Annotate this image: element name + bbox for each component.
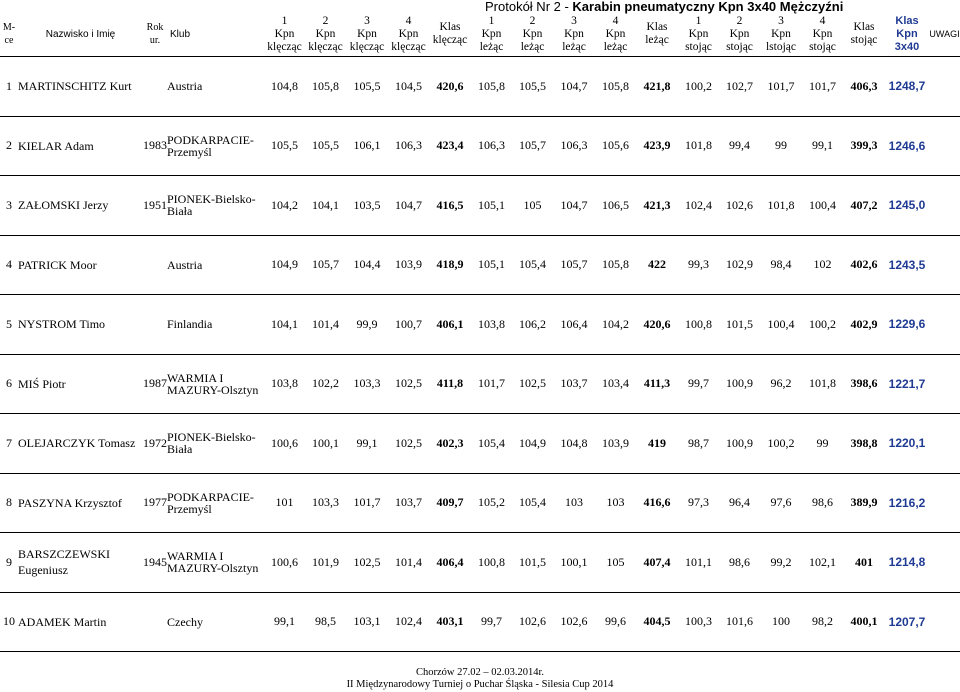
- standing-2-cell: 100,9: [719, 414, 760, 474]
- prone-1-cell: 105,4: [471, 414, 512, 474]
- kneeling-2-cell: 105,8: [305, 57, 346, 117]
- prone-3-cell: 104,7: [553, 176, 595, 236]
- prone-4-cell: 103: [595, 473, 636, 533]
- standing-3-cell: 101,8: [760, 176, 802, 236]
- title-bold: Karabin pneumatyczny Kpn 3x40 Mężczyźni: [572, 0, 844, 14]
- name-cell: BARSZCZEWSKI Eugeniusz: [18, 533, 143, 593]
- club-cell: Czechy: [167, 592, 264, 652]
- col-l4: 4 Kpn leżąc: [595, 12, 636, 57]
- col-s2: 2 Kpn stojąc: [719, 12, 760, 57]
- kneeling-1-cell: 101: [264, 473, 305, 533]
- pos-cell: 8: [0, 473, 18, 533]
- standing-4-cell: 100,2: [802, 295, 843, 355]
- standing-2-cell: 101,6: [719, 592, 760, 652]
- prone-4-cell: 105: [595, 533, 636, 593]
- kneeling-total-cell: 406,1: [429, 295, 471, 355]
- birth-year-cell: 1987: [143, 354, 167, 414]
- name-cell: NYSTROM Timo: [18, 295, 143, 355]
- prone-3-cell: 100,1: [553, 533, 595, 593]
- kneeling-1-cell: 100,6: [264, 414, 305, 474]
- birth-year-cell: 1977: [143, 473, 167, 533]
- pos-cell: 3: [0, 176, 18, 236]
- kneeling-4-cell: 106,3: [388, 116, 429, 176]
- table-row: [0, 592, 960, 652]
- prone-3-cell: 106,3: [553, 116, 595, 176]
- prone-4-cell: 105,6: [595, 116, 636, 176]
- remarks-cell: [929, 235, 960, 295]
- prone-4-cell: 105,8: [595, 235, 636, 295]
- prone-2-cell: 104,9: [512, 414, 553, 474]
- table-row: [0, 414, 960, 474]
- table-row: [0, 57, 960, 117]
- kneeling-4-cell: 100,7: [388, 295, 429, 355]
- kneeling-4-cell: 101,4: [388, 533, 429, 593]
- kneeling-2-cell: 104,1: [305, 176, 346, 236]
- col-s4: 4 Kpn stojąc: [802, 12, 843, 57]
- kneeling-4-cell: 103,7: [388, 473, 429, 533]
- kneeling-3-cell: 104,4: [346, 235, 388, 295]
- club-cell: PIONEK-Bielsko-Biała: [167, 176, 264, 236]
- prone-2-cell: 102,6: [512, 592, 553, 652]
- kneeling-2-cell: 101,4: [305, 295, 346, 355]
- col-l3: 3 Kpn leżąc: [553, 12, 595, 57]
- name-cell: PASZYNA Krzysztof: [18, 473, 143, 533]
- standing-2-cell: 99,4: [719, 116, 760, 176]
- kneeling-3-cell: 103,3: [346, 354, 388, 414]
- remarks-cell: [929, 176, 960, 236]
- name-cell: ZAŁOMSKI Jerzy: [18, 176, 143, 236]
- remarks-cell: [929, 592, 960, 652]
- prone-1-cell: 105,8: [471, 57, 512, 117]
- prone-2-cell: 105,4: [512, 473, 553, 533]
- final-total-cell: 1243,5: [885, 235, 929, 295]
- standing-1-cell: 99,7: [678, 354, 719, 414]
- kneeling-total-cell: 420,6: [429, 57, 471, 117]
- club-cell: Finlandia: [167, 295, 264, 355]
- kneeling-2-cell: 98,5: [305, 592, 346, 652]
- pos-cell: 2: [0, 116, 18, 176]
- col-k2: 2 Kpn klęcząc: [305, 12, 346, 57]
- pos-cell: 9: [0, 533, 18, 593]
- header-row: [0, 12, 960, 57]
- footer-event: II Międzynarodowy Turniej o Puchar Śląska - Silesia Cup 2014: [346, 679, 614, 690]
- club-cell: Austria: [167, 57, 264, 117]
- col-ssum: Klas stojąc: [843, 12, 885, 57]
- prone-1-cell: 100,8: [471, 533, 512, 593]
- standing-2-cell: 102,9: [719, 235, 760, 295]
- prone-2-cell: 105,4: [512, 235, 553, 295]
- standing-4-cell: 98,6: [802, 473, 843, 533]
- standing-1-cell: 101,8: [678, 116, 719, 176]
- final-total-cell: 1246,6: [885, 116, 929, 176]
- prone-total-cell: 411,3: [636, 354, 678, 414]
- prone-1-cell: 99,7: [471, 592, 512, 652]
- final-total-cell: 1229,6: [885, 295, 929, 355]
- final-total-cell: 1221,7: [885, 354, 929, 414]
- remarks-cell: [929, 57, 960, 117]
- kneeling-total-cell: 411,8: [429, 354, 471, 414]
- name-cell: ADAMEK Martin: [18, 592, 143, 652]
- col-k4: 4 Kpn klęcząc: [388, 12, 429, 57]
- club-cell: WARMIA I MAZURY-Olsztyn: [167, 533, 264, 593]
- prone-1-cell: 106,3: [471, 116, 512, 176]
- kneeling-total-cell: 402,3: [429, 414, 471, 474]
- standing-1-cell: 100,8: [678, 295, 719, 355]
- col-k1: 1 Kpn klęcząc: [264, 12, 305, 57]
- club-cell: PIONEK-Bielsko-Biała: [167, 414, 264, 474]
- standing-1-cell: 98,7: [678, 414, 719, 474]
- kneeling-total-cell: 409,7: [429, 473, 471, 533]
- prone-total-cell: 404,5: [636, 592, 678, 652]
- standing-3-cell: 99,2: [760, 533, 802, 593]
- final-total-cell: 1245,0: [885, 176, 929, 236]
- standing-2-cell: 100,9: [719, 354, 760, 414]
- prone-3-cell: 103,7: [553, 354, 595, 414]
- kneeling-1-cell: 99,1: [264, 592, 305, 652]
- table-row: [0, 473, 960, 533]
- kneeling-3-cell: 105,5: [346, 57, 388, 117]
- col-l1: 1 Kpn leżąc: [471, 12, 512, 57]
- standing-3-cell: 100: [760, 592, 802, 652]
- prone-3-cell: 105,7: [553, 235, 595, 295]
- kneeling-3-cell: 101,7: [346, 473, 388, 533]
- prone-1-cell: 105,1: [471, 176, 512, 236]
- prone-2-cell: 105,5: [512, 57, 553, 117]
- prone-4-cell: 104,2: [595, 295, 636, 355]
- standing-2-cell: 98,6: [719, 533, 760, 593]
- results-body: [0, 57, 960, 652]
- kneeling-4-cell: 103,9: [388, 235, 429, 295]
- prone-2-cell: 101,5: [512, 533, 553, 593]
- standing-1-cell: 101,1: [678, 533, 719, 593]
- prone-3-cell: 104,7: [553, 57, 595, 117]
- prone-3-cell: 106,4: [553, 295, 595, 355]
- standing-3-cell: 96,2: [760, 354, 802, 414]
- prone-3-cell: 102,6: [553, 592, 595, 652]
- club-cell: PODKARPACIE-Przemyśl: [167, 116, 264, 176]
- birth-year-cell: 1951: [143, 176, 167, 236]
- standing-3-cell: 97,6: [760, 473, 802, 533]
- birth-year-cell: 1972: [143, 414, 167, 474]
- kneeling-3-cell: 102,5: [346, 533, 388, 593]
- standing-2-cell: 102,7: [719, 57, 760, 117]
- prone-4-cell: 103,4: [595, 354, 636, 414]
- kneeling-4-cell: 102,5: [388, 414, 429, 474]
- standing-1-cell: 102,4: [678, 176, 719, 236]
- kneeling-1-cell: 104,8: [264, 57, 305, 117]
- prone-total-cell: 416,6: [636, 473, 678, 533]
- col-club: Klub: [167, 12, 264, 57]
- standing-total-cell: 389,9: [843, 473, 885, 533]
- name-cell: OLEJARCZYK Tomasz: [18, 414, 143, 474]
- birth-year-cell: [143, 592, 167, 652]
- prone-1-cell: 103,8: [471, 295, 512, 355]
- birth-year-cell: 1945: [143, 533, 167, 593]
- standing-3-cell: 101,7: [760, 57, 802, 117]
- prone-1-cell: 105,1: [471, 235, 512, 295]
- standing-total-cell: 402,9: [843, 295, 885, 355]
- prone-total-cell: 407,4: [636, 533, 678, 593]
- kneeling-1-cell: 104,2: [264, 176, 305, 236]
- kneeling-3-cell: 103,5: [346, 176, 388, 236]
- pos-cell: 5: [0, 295, 18, 355]
- club-cell: WARMIA I MAZURY-Olsztyn: [167, 354, 264, 414]
- standing-4-cell: 100,4: [802, 176, 843, 236]
- col-pos: M- ce: [0, 12, 18, 57]
- col-lsum: Klas leżąc: [636, 12, 678, 57]
- remarks-cell: [929, 473, 960, 533]
- final-total-cell: 1207,7: [885, 592, 929, 652]
- col-s3: 3 Kpn lstojąc: [760, 12, 802, 57]
- standing-3-cell: 98,4: [760, 235, 802, 295]
- kneeling-2-cell: 100,1: [305, 414, 346, 474]
- standing-3-cell: 99: [760, 116, 802, 176]
- table-row: [0, 533, 960, 593]
- standing-total-cell: 399,3: [843, 116, 885, 176]
- pos-cell: 1: [0, 57, 18, 117]
- kneeling-3-cell: 99,9: [346, 295, 388, 355]
- standing-1-cell: 100,3: [678, 592, 719, 652]
- kneeling-3-cell: 99,1: [346, 414, 388, 474]
- kneeling-3-cell: 103,1: [346, 592, 388, 652]
- title-prefix: Protokół Nr 2 -: [485, 0, 573, 14]
- final-total-cell: 1248,7: [885, 57, 929, 117]
- standing-4-cell: 98,2: [802, 592, 843, 652]
- prone-2-cell: 105,7: [512, 116, 553, 176]
- standing-total-cell: 407,2: [843, 176, 885, 236]
- birth-year-cell: [143, 235, 167, 295]
- prone-4-cell: 105,8: [595, 57, 636, 117]
- table-row: [0, 295, 960, 355]
- remarks-cell: [929, 354, 960, 414]
- kneeling-1-cell: 105,5: [264, 116, 305, 176]
- prone-total-cell: 422: [636, 235, 678, 295]
- col-uwagi: UWAGI: [929, 12, 960, 57]
- standing-1-cell: 100,2: [678, 57, 719, 117]
- col-s1: 1 Kpn stojąc: [678, 12, 719, 57]
- prone-4-cell: 99,6: [595, 592, 636, 652]
- kneeling-1-cell: 104,1: [264, 295, 305, 355]
- table-row: [0, 116, 960, 176]
- kneeling-4-cell: 102,4: [388, 592, 429, 652]
- kneeling-total-cell: 403,1: [429, 592, 471, 652]
- final-total-cell: 1216,2: [885, 473, 929, 533]
- col-year: Rok ur.: [143, 12, 167, 57]
- standing-4-cell: 99,1: [802, 116, 843, 176]
- final-total-cell: 1220,1: [885, 414, 929, 474]
- kneeling-total-cell: 418,9: [429, 235, 471, 295]
- standing-4-cell: 102,1: [802, 533, 843, 593]
- pos-cell: 10: [0, 592, 18, 652]
- kneeling-4-cell: 104,5: [388, 57, 429, 117]
- prone-1-cell: 101,7: [471, 354, 512, 414]
- standing-total-cell: 398,8: [843, 414, 885, 474]
- club-cell: Austria: [167, 235, 264, 295]
- table-row: [0, 176, 960, 236]
- prone-total-cell: 423,9: [636, 116, 678, 176]
- kneeling-2-cell: 103,3: [305, 473, 346, 533]
- prone-total-cell: 419: [636, 414, 678, 474]
- standing-2-cell: 101,5: [719, 295, 760, 355]
- col-name: Nazwisko i Imię: [18, 12, 143, 57]
- club-cell: PODKARPACIE-Przemyśl: [167, 473, 264, 533]
- name-cell: MARTINSCHITZ Kurt: [18, 57, 143, 117]
- name-cell: KIELAR Adam: [18, 116, 143, 176]
- birth-year-cell: 1983: [143, 116, 167, 176]
- remarks-cell: [929, 295, 960, 355]
- remarks-cell: [929, 533, 960, 593]
- pos-cell: 6: [0, 354, 18, 414]
- footer-date: Chorzów 27.02 – 02.03.2014r.: [415, 667, 545, 678]
- kneeling-2-cell: 102,2: [305, 354, 346, 414]
- birth-year-cell: [143, 57, 167, 117]
- table-row: [0, 235, 960, 295]
- birth-year-cell: [143, 295, 167, 355]
- kneeling-1-cell: 104,9: [264, 235, 305, 295]
- kneeling-total-cell: 423,4: [429, 116, 471, 176]
- kneeling-4-cell: 104,7: [388, 176, 429, 236]
- prone-total-cell: 420,6: [636, 295, 678, 355]
- kneeling-2-cell: 105,7: [305, 235, 346, 295]
- prone-total-cell: 421,8: [636, 57, 678, 117]
- kneeling-total-cell: 406,4: [429, 533, 471, 593]
- standing-total-cell: 400,1: [843, 592, 885, 652]
- col-k3: 3 Kpn klęcząc: [346, 12, 388, 57]
- kneeling-2-cell: 101,9: [305, 533, 346, 593]
- name-cell: MIŚ Piotr: [18, 354, 143, 414]
- standing-4-cell: 99: [802, 414, 843, 474]
- kneeling-1-cell: 103,8: [264, 354, 305, 414]
- remarks-cell: [929, 116, 960, 176]
- remarks-cell: [929, 414, 960, 474]
- prone-2-cell: 105: [512, 176, 553, 236]
- col-total: Klas Kpn 3x40: [885, 12, 929, 57]
- results-table: [0, 12, 960, 652]
- kneeling-3-cell: 106,1: [346, 116, 388, 176]
- kneeling-1-cell: 100,6: [264, 533, 305, 593]
- standing-2-cell: 102,6: [719, 176, 760, 236]
- prone-4-cell: 106,5: [595, 176, 636, 236]
- standing-total-cell: 406,3: [843, 57, 885, 117]
- col-ksum: Klas klęcząc: [429, 12, 471, 57]
- col-l2: 2 Kpn leżąc: [512, 12, 553, 57]
- pos-cell: 7: [0, 414, 18, 474]
- kneeling-total-cell: 416,5: [429, 176, 471, 236]
- prone-3-cell: 103: [553, 473, 595, 533]
- prone-2-cell: 102,5: [512, 354, 553, 414]
- name-cell: PATRICK Moor: [18, 235, 143, 295]
- standing-4-cell: 101,7: [802, 57, 843, 117]
- standing-3-cell: 100,4: [760, 295, 802, 355]
- prone-2-cell: 106,2: [512, 295, 553, 355]
- prone-4-cell: 103,9: [595, 414, 636, 474]
- final-total-cell: 1214,8: [885, 533, 929, 593]
- prone-1-cell: 105,2: [471, 473, 512, 533]
- table-row: [0, 354, 960, 414]
- standing-total-cell: 398,6: [843, 354, 885, 414]
- standing-4-cell: 101,8: [802, 354, 843, 414]
- standing-3-cell: 100,2: [760, 414, 802, 474]
- kneeling-4-cell: 102,5: [388, 354, 429, 414]
- standing-2-cell: 96,4: [719, 473, 760, 533]
- standing-total-cell: 402,6: [843, 235, 885, 295]
- standing-1-cell: 99,3: [678, 235, 719, 295]
- standing-1-cell: 97,3: [678, 473, 719, 533]
- prone-total-cell: 421,3: [636, 176, 678, 236]
- standing-4-cell: 102: [802, 235, 843, 295]
- prone-3-cell: 104,8: [553, 414, 595, 474]
- standing-total-cell: 401: [843, 533, 885, 593]
- pos-cell: 4: [0, 235, 18, 295]
- kneeling-2-cell: 105,5: [305, 116, 346, 176]
